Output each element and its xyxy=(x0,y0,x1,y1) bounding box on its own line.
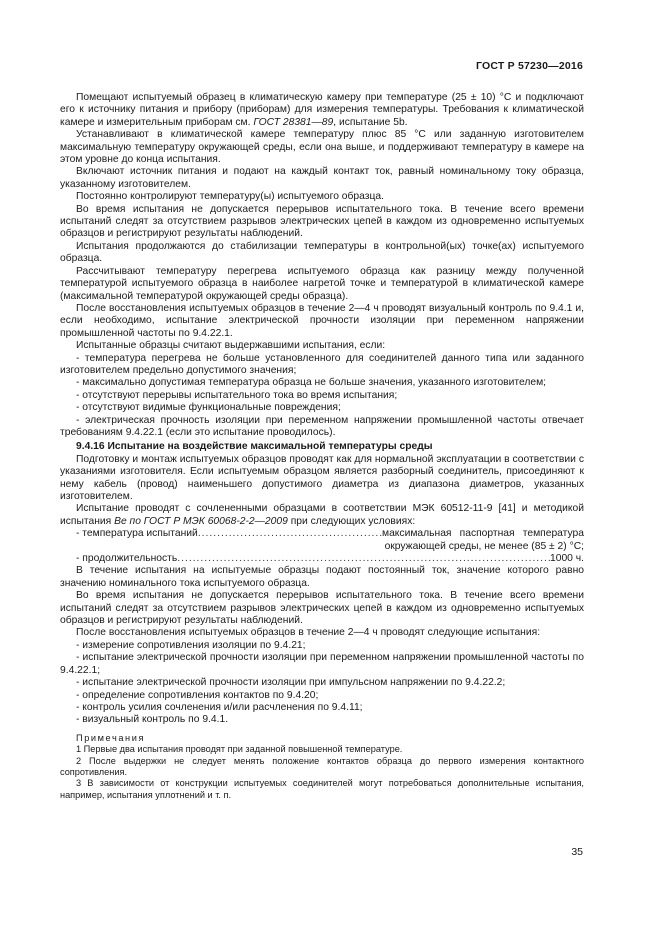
condition-row-duration xyxy=(60,553,584,565)
condition-label: - продолжительность xyxy=(76,553,178,565)
paragraph: Испытанные образцы считают выдержавшими испытания, если: xyxy=(76,340,386,352)
list-item: - отсутствуют видимые функциональные повреждения; xyxy=(76,402,341,414)
condition-value: 1000 ч. xyxy=(550,553,584,565)
paragraph: Устанавливают в климатической камере температуру плюс 85 °С или заданную изготовителем максимальную температуру окружающей среды, если она выше, и поддерживают температуру в камере на этом уровне до конца испытания. xyxy=(60,129,584,166)
list-item: - визуальный контроль по 9.4.1. xyxy=(76,714,229,726)
standard-reference: ГОСТ 28381—89 xyxy=(253,116,334,128)
paragraph: Во время испытания не допускается перерывов испытательного тока. В течение всего времени испытаний следят за отсутствием разрывов электрических цепей в каждом из одновременно испытуемых образцов и регистрируют результаты наблюдений. xyxy=(60,203,584,240)
page-number: 35 xyxy=(571,846,583,858)
list-item: - температура перегрева не больше установленного для соединителей данного типа или заданного изготовителем предельно допустимого значения; xyxy=(60,352,584,376)
document-id-header: ГОСТ Р 57230—2016 xyxy=(475,60,583,72)
paragraph: Во время испытания не допускается перерывов испытательного тока. В течение всего времени испытаний следят за отсутствием разрывов электрических цепей в каждом из одновременно испытуемых образцов и регистрируют результаты наблюдений. xyxy=(60,590,584,627)
note-item: 2 После выдержки не следует менять положение контактов образца до первого измерения контактного сопротивления. xyxy=(60,755,584,777)
list-item: - испытание электрической прочности изоляции при импульсном напряжении по 9.4.22.2; xyxy=(76,677,506,689)
paragraph: Постоянно контролируют температуру(ы) испытуемого образца. xyxy=(76,191,384,203)
list-item: - максимально допустимая температура образца не больше значения, указанного изготовителем; xyxy=(76,377,547,389)
paragraph: Испытания продолжаются до стабилизации температуры в контрольной(ых) точке(ах) испытуемого образца. xyxy=(60,240,584,265)
paragraph: В течение испытания на испытуемые образцы подают постоянный ток, значение которого равно значению номинального тока испытуемого образца. xyxy=(60,565,584,589)
paragraph: После восстановления испытуемых образцов в течение 2—4 ч проводят визуальный контроль по 9.4.1 и, если необходимо, испытание электрической прочности изоляции при переменном напряжении промышленной частоты по 9.4.22.1. xyxy=(60,302,584,339)
list-item: - испытание электрической прочности изоляции при переменном напряжении промышленной частоты по 9.4.22.1; xyxy=(60,652,584,676)
paragraph: Рассчитывают температуру перегрева испытуемого образца как разницу между полученной температурой испытуемого образца в наиболее нагретой точке и температурой в климатической камере (максимальной температурой окружающей среды образца). xyxy=(60,265,584,302)
list-item: - контроль усилия сочленения и/или расчленения по 9.4.11; xyxy=(76,701,363,713)
list-item: - отсутствуют перерывы испытательного тока во время испытания; xyxy=(76,389,398,401)
list-item: - измерение сопротивления изоляции по 9.4.21; xyxy=(76,639,306,651)
paragraph-text: , испытание 5b. xyxy=(333,116,408,128)
note-item: 3 В зависимости от конструкции испытуемых соединителей могут потребоваться дополнительные испытания, например, испытания уплотнений и т. п. xyxy=(60,778,584,800)
notes-block xyxy=(60,733,584,801)
notes-title: Примечания xyxy=(76,732,146,743)
condition-value: максимальная паспортная температура окружающей среды, не менее (85 ± 2) °С; xyxy=(382,528,584,552)
list-item: - определение сопротивления контактов по 9.4.20; xyxy=(76,689,319,701)
paragraph: Включают источник питания и подают на каждый контакт ток, равный номинальному току образца, указанному изготовителем. xyxy=(60,166,584,190)
condition-label: - температура испытаний xyxy=(76,528,198,540)
paragraph-text: при следующих условиях: xyxy=(287,515,416,527)
standard-reference: Be по ГОСТ Р МЭК 60068-2-2—2009 xyxy=(114,515,288,527)
paragraph: После восстановления испытуемых образцов в течение 2—4 ч проводят следующие испытания: xyxy=(76,627,541,639)
paragraph: Подготовку и монтаж испытуемых образцов проводят как для нормальной эксплуатации в соответствии с указаниями изготовителя. Если испытуемым образцом является разборный соединитель, присоединяют к нему кабель (провод) наименьшего допустимого диаметра из диапазона диаметров, указанных изготовителем. xyxy=(60,453,584,502)
section-heading: 9.4.16 Испытание на воздействие максимальной температуры среды xyxy=(76,441,433,453)
paragraph xyxy=(60,92,584,129)
page-body xyxy=(60,92,584,801)
dot-leader xyxy=(177,553,550,565)
dot-leader xyxy=(198,528,382,540)
condition-row-temperature xyxy=(60,528,584,553)
paragraph xyxy=(60,503,584,528)
list-item: - электрическая прочность изоляции при переменном напряжении промышленной частоты отвечает требованиям 9.4.22.1 (если это испытание проводилось). xyxy=(60,414,584,438)
paragraph-text: Помещают испытуемый образец в климатическую камеру при температуре (25 ± 10) °С и подключают его к источнику питания и прибору (приборам) для измерения температуры. Требования к климатической камере и измерительным приборам см. xyxy=(60,92,584,128)
note-item: 1 Первые два испытания проводят при заданной повышенной температуре. xyxy=(76,744,403,755)
paragraph-text: Испытание проводят с сочлененными образцами в соответствии МЭК 60512-11-9 [41] и методикой испытания xyxy=(60,503,584,527)
